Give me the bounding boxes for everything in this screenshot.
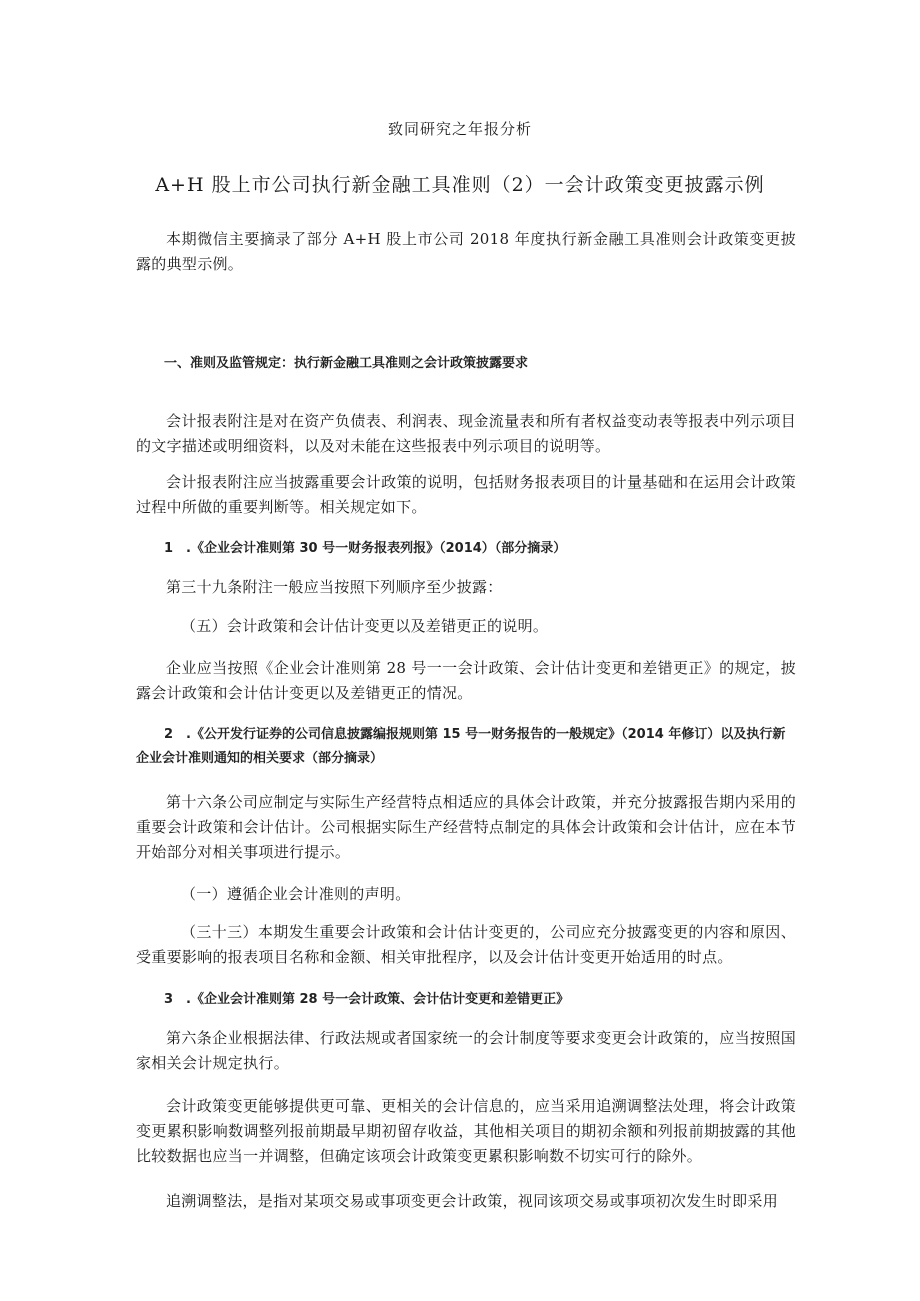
section-1-heading: 一、准则及监管规定：执行新金融工具准则之会计政策披露要求 (164, 356, 529, 371)
paragraph-notes-requirement: 会计报表附注应当披露重要会计政策的说明，包括财务报表项目的计量基础和在运用会计政策过程中所做的重要判断等。相关规定如下。 (136, 473, 796, 516)
item-3-paragraph-2: 会计政策变更能够提供更可靠、更相关的会计信息的，应当采用追溯调整法处理，将会计政策变更累积影响数调整列报前期最早期初留存收益，其他相关项目的期初余额和列报前期披露的其他比较数据也应当一并调整，但确定该项会计政策变更累积影响数不切实可行的除外。 (136, 1097, 796, 1165)
item-2-heading: 2 .《公开发行证券的公司信息披露编报规则第 15 号一财务报告的一般规定》（2014 年修订）以及执行新企业会计准则通知的相关要求（部分摘录） (136, 727, 786, 766)
item-3-paragraph-3: 追溯调整法，是指对某项交易或事项变更会计政策，视同该项交易或事项初次发生时即采用 (166, 1192, 779, 1210)
item-1-paragraph-2: （五）会计政策和会计估计变更以及差错更正的说明。 (181, 617, 549, 635)
item-2-paragraph-3: （三十三）本期发生重要会计政策和会计估计变更的，公司应充分披露变更的内容和原因、受重要影响的报表项目名称和金额、相关审批程序，以及会计估计变更开始适用的时点。 (136, 923, 796, 966)
intro-paragraph: 本期微信主要摘录了部分 A+H 股上市公司 2018 年度执行新金融工具准则会计政策变更披露的典型示例。 (136, 230, 796, 273)
item-1-paragraph-1: 第三十九条附注一般应当按照下列顺序至少披露： (166, 578, 503, 596)
paragraph-notes-definition: 会计报表附注是对在资产负债表、利润表、现金流量表和所有者权益变动表等报表中列示项目的文字描述或明细资料，以及对未能在这些报表中列示项目的说明等。 (136, 412, 796, 455)
item-3-paragraph-1: 第六条企业根据法律、行政法规或者国家统一的会计制度等要求变更会计政策的，应当按照国家相关会计规定执行。 (136, 1029, 796, 1072)
item-3-heading: 3 .《企业会计准则第 28 号一会计政策、会计估计变更和差错更正》 (164, 992, 570, 1007)
item-1-paragraph-3: 企业应当按照《企业会计准则第 28 号一一会计政策、会计估计变更和差错更正》的规定，披露会计政策和会计估计变更以及差错更正的情况。 (136, 659, 796, 702)
series-kicker: 致同研究之年报分析 (387, 120, 532, 138)
item-2-paragraph-1: 第十六条公司应制定与实际生产经营特点相适应的具体会计政策，并充分披露报告期内采用的重要会计政策和会计估计。公司根据实际生产经营特点制定的具体会计政策和会计估计，应在本节开始部分对相关事项进行提示。 (136, 793, 796, 861)
item-1-heading: 1 .《企业会计准则第 30 号一财务报表列报》（2014）（部分摘录） (164, 541, 567, 556)
item-2-paragraph-2: （一）遵循企业会计准则的声明。 (181, 885, 411, 903)
document-title: A+H 股上市公司执行新金融工具准则（2）一会计政策变更披露示例 (155, 174, 765, 196)
